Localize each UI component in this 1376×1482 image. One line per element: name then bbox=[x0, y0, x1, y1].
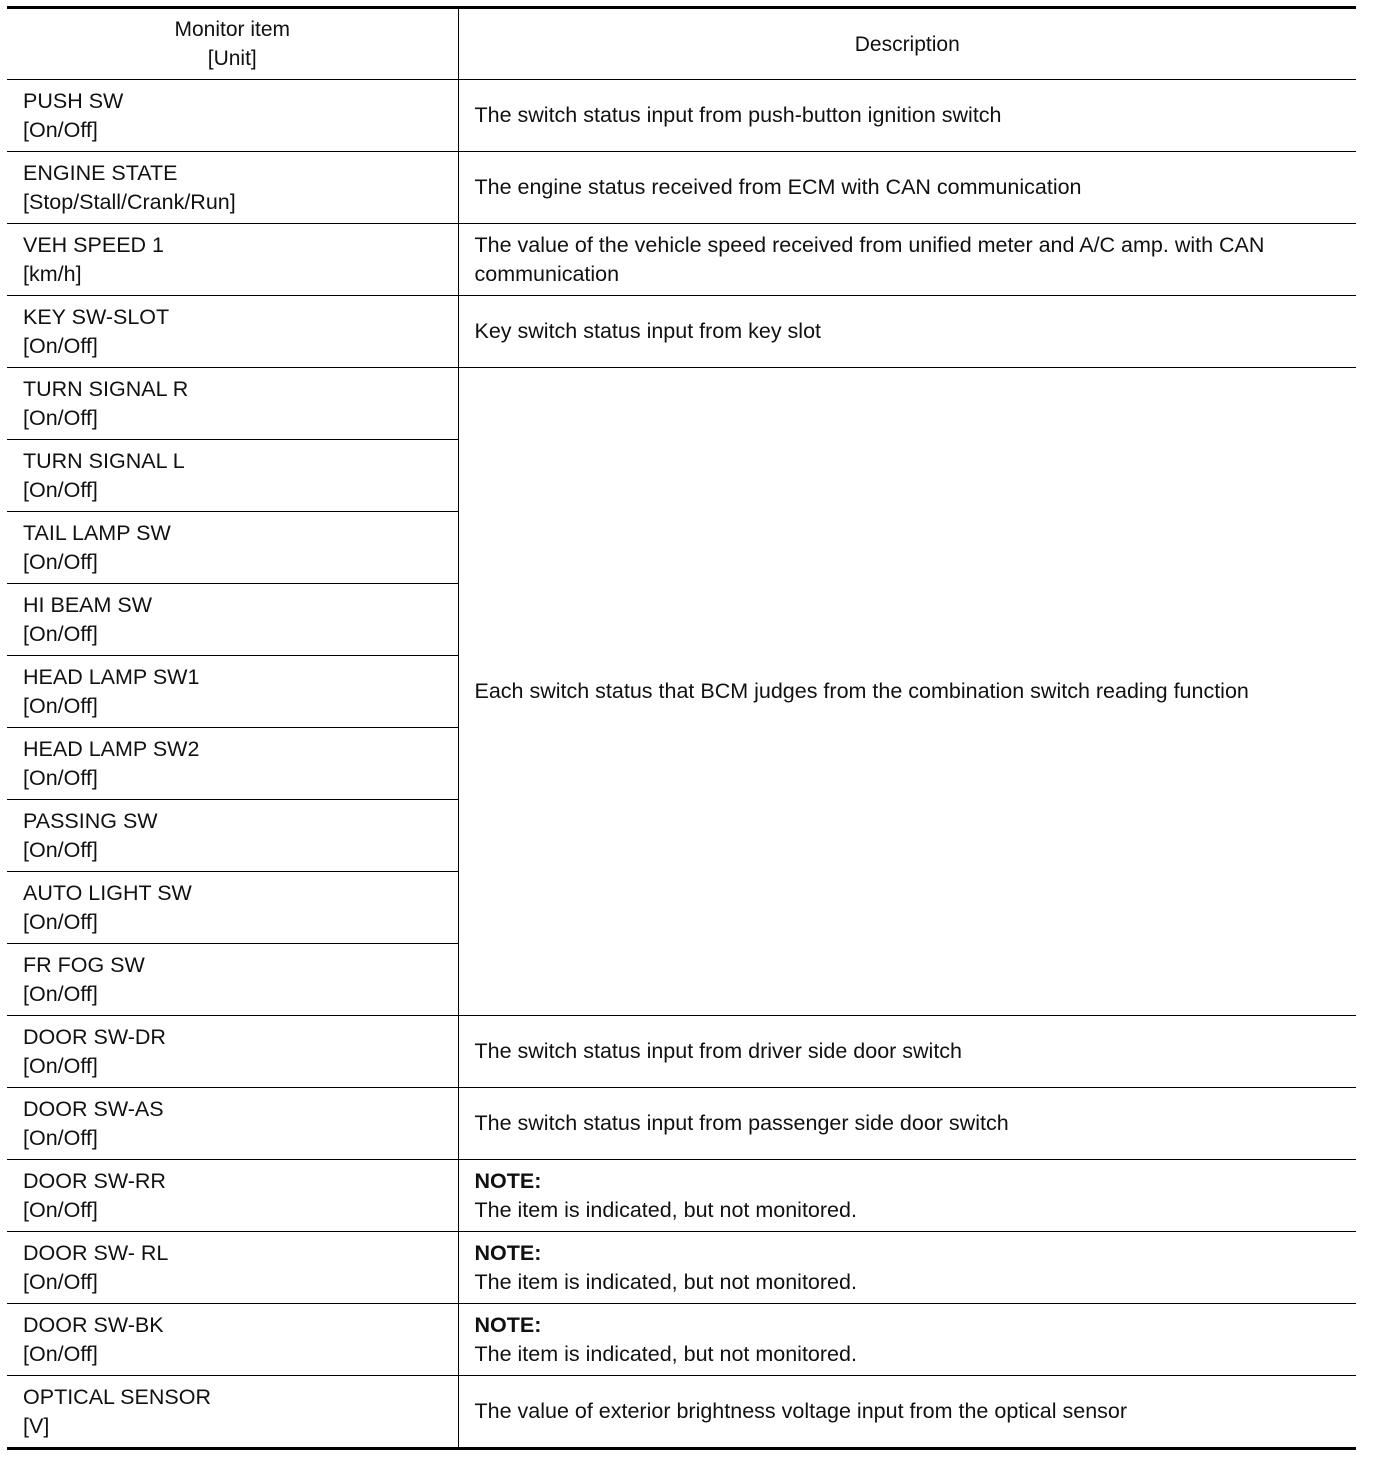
item-name: DOOR SW-DR bbox=[23, 1024, 166, 1049]
item-name: HEAD LAMP SW1 bbox=[23, 664, 200, 689]
item-unit: [On/Off] bbox=[23, 1341, 98, 1366]
item-name: DOOR SW-AS bbox=[23, 1096, 164, 1121]
table-row bbox=[7, 1376, 1356, 1449]
description-cell bbox=[458, 1232, 1356, 1304]
table-row bbox=[7, 368, 1356, 440]
monitor-item-cell bbox=[7, 1232, 458, 1304]
monitor-item-cell bbox=[7, 296, 458, 368]
header-monitor-item bbox=[7, 8, 458, 80]
item-name: KEY SW-SLOT bbox=[23, 304, 170, 329]
item-unit: [km/h] bbox=[23, 261, 82, 286]
table-row bbox=[7, 224, 1356, 296]
monitor-item-cell bbox=[7, 728, 458, 800]
item-unit: [On/Off] bbox=[23, 909, 98, 934]
header-unit-label: [Unit] bbox=[207, 47, 257, 70]
monitor-item-cell bbox=[7, 80, 458, 152]
note-label: NOTE: bbox=[474, 1168, 542, 1193]
item-name: TURN SIGNAL R bbox=[23, 376, 189, 401]
item-unit: [On/Off] bbox=[23, 765, 98, 790]
item-unit: [On/Off] bbox=[23, 549, 98, 574]
item-name: DOOR SW-BK bbox=[23, 1312, 164, 1337]
monitor-item-cell bbox=[7, 1088, 458, 1160]
note-text: The item is indicated, but not monitored. bbox=[474, 1341, 857, 1366]
item-name: ENGINE STATE bbox=[23, 160, 178, 185]
item-name: PUSH SW bbox=[23, 88, 124, 113]
monitor-item-table bbox=[7, 6, 1356, 1450]
monitor-item-cell bbox=[7, 872, 458, 944]
item-name: DOOR SW-RR bbox=[23, 1168, 166, 1193]
item-unit: [V] bbox=[23, 1413, 50, 1438]
item-name: FR FOG SW bbox=[23, 952, 145, 977]
monitor-item-cell bbox=[7, 224, 458, 296]
item-name: HI BEAM SW bbox=[23, 592, 153, 617]
monitor-item-cell bbox=[7, 1016, 458, 1088]
item-name: HEAD LAMP SW2 bbox=[23, 736, 200, 761]
description-cell bbox=[458, 1304, 1356, 1376]
monitor-item-cell bbox=[7, 440, 458, 512]
item-unit: [On/Off] bbox=[23, 621, 98, 646]
item-name: TURN SIGNAL L bbox=[23, 448, 185, 473]
monitor-item-cell bbox=[7, 584, 458, 656]
monitor-item-cell bbox=[7, 512, 458, 584]
item-name: OPTICAL SENSOR bbox=[23, 1384, 211, 1409]
table-row bbox=[7, 152, 1356, 224]
table-row bbox=[7, 1160, 1356, 1232]
table-row bbox=[7, 1088, 1356, 1160]
item-name: AUTO LIGHT SW bbox=[23, 880, 192, 905]
item-unit: [On/Off] bbox=[23, 837, 98, 862]
item-name: DOOR SW- RL bbox=[23, 1240, 169, 1265]
item-unit: [On/Off] bbox=[23, 1053, 98, 1078]
item-unit: [On/Off] bbox=[23, 117, 98, 142]
description-cell-merged: Each switch status that BCM judges from the combination switch reading function bbox=[458, 368, 1356, 1016]
table-row bbox=[7, 296, 1356, 368]
monitor-item-cell bbox=[7, 656, 458, 728]
table-row bbox=[7, 80, 1356, 152]
item-unit: [On/Off] bbox=[23, 405, 98, 430]
note-text: The item is indicated, but not monitored. bbox=[474, 1269, 857, 1294]
header-monitor-item-label: Monitor item bbox=[174, 18, 291, 41]
item-name: PASSING SW bbox=[23, 808, 158, 833]
description-cell: The switch status input from passenger side door switch bbox=[458, 1088, 1356, 1160]
item-unit: [On/Off] bbox=[23, 981, 98, 1006]
description-cell: The switch status input from push-button ignition switch bbox=[458, 80, 1356, 152]
item-unit: [On/Off] bbox=[23, 1269, 98, 1294]
description-cell: The engine status received from ECM with CAN communication bbox=[458, 152, 1356, 224]
item-unit: [On/Off] bbox=[23, 333, 98, 358]
item-unit: [On/Off] bbox=[23, 1125, 98, 1150]
item-unit: [On/Off] bbox=[23, 693, 98, 718]
item-unit: [On/Off] bbox=[23, 1197, 98, 1222]
description-cell: The switch status input from driver side door switch bbox=[458, 1016, 1356, 1088]
description-cell: The value of the vehicle speed received from unified meter and A/C amp. with CAN communication bbox=[458, 224, 1356, 296]
item-unit: [On/Off] bbox=[23, 477, 98, 502]
note-label: NOTE: bbox=[474, 1312, 542, 1337]
note-label: NOTE: bbox=[474, 1240, 542, 1265]
description-cell: The value of exterior brightness voltage input from the optical sensor bbox=[458, 1376, 1356, 1449]
item-name: TAIL LAMP SW bbox=[23, 520, 171, 545]
table-row bbox=[7, 1304, 1356, 1376]
description-cell: Key switch status input from key slot bbox=[458, 296, 1356, 368]
table-row bbox=[7, 1016, 1356, 1088]
table-row bbox=[7, 1232, 1356, 1304]
table-header-row bbox=[7, 8, 1356, 80]
monitor-item-cell bbox=[7, 1160, 458, 1232]
monitor-item-cell bbox=[7, 1376, 458, 1449]
header-description: Description bbox=[458, 8, 1356, 80]
monitor-item-cell bbox=[7, 944, 458, 1016]
description-cell bbox=[458, 1160, 1356, 1232]
monitor-item-cell bbox=[7, 1304, 458, 1376]
monitor-item-cell bbox=[7, 152, 458, 224]
note-text: The item is indicated, but not monitored. bbox=[474, 1197, 857, 1222]
item-name: VEH SPEED 1 bbox=[23, 232, 164, 257]
item-unit: [Stop/Stall/Crank/Run] bbox=[23, 189, 236, 214]
monitor-item-cell bbox=[7, 368, 458, 440]
monitor-item-cell bbox=[7, 800, 458, 872]
